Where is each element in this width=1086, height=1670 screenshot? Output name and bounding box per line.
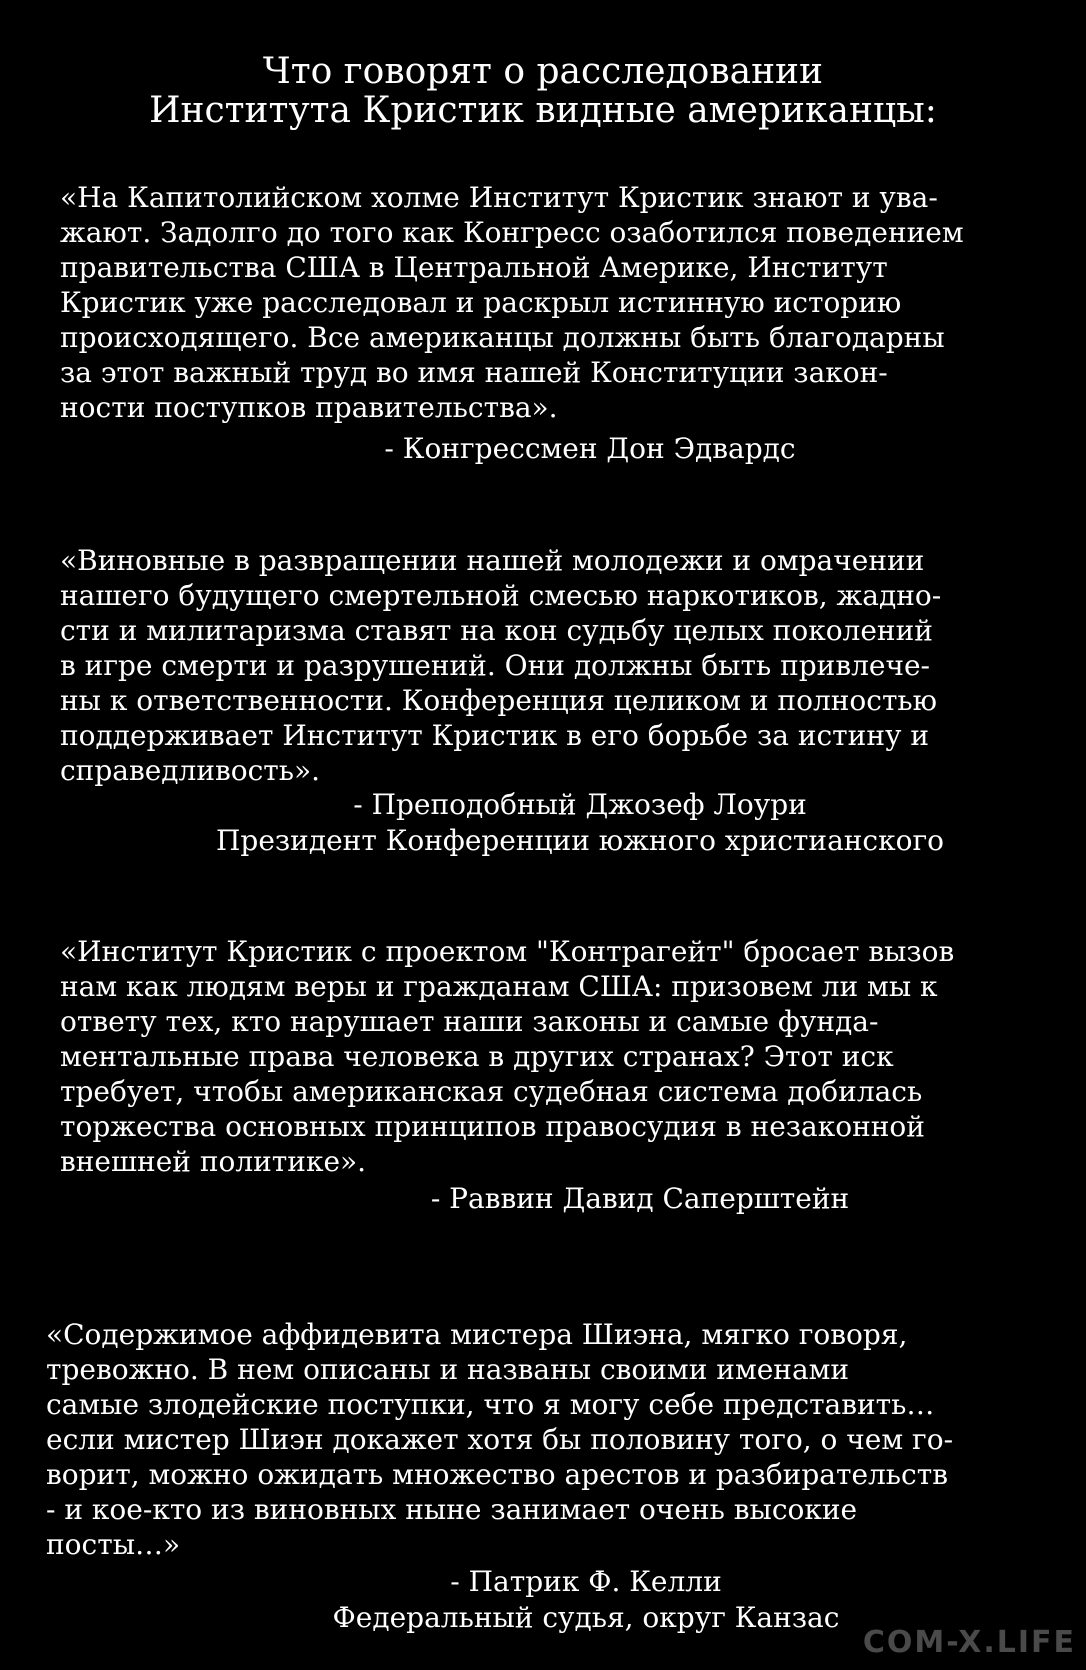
quote-block-1 bbox=[60, 180, 1060, 467]
quote-attribution: - Раввин Давид Саперштейн bbox=[430, 1182, 850, 1215]
quote-attribution: - Преподобный Джозеф Лоури Президент Конференции южного христианского bbox=[216, 788, 944, 857]
watermark-logo: COM-X.LIFE bbox=[862, 1625, 1076, 1660]
page-title: Что говорят о расследовании Института Кристик видные американцы: bbox=[149, 51, 937, 131]
quote-text: «На Капитолийском холме Институт Кристик знают и ува- жают. Задолго до того как Конгресс озаботился поведением правительства США в Центральной Америке, Институт Кристик уже расследовал и раскрыл истинную историю происходящего. Все американцы должны быть благодарны за этот важный труд во имя нашей Конституции закон- ности поступков правительства». bbox=[60, 181, 964, 424]
quote-block-4 bbox=[46, 1317, 1046, 1636]
quote-text: «Институт Кристик с проектом "Контрагейт" бросает вызов нам как людям веры и гражданам США: призовем ли мы к ответу тех, кто нарушает наши законы и самые фунда- ментальные права человека в других странах? Этот иск требует, чтобы американская судебная система добилась торжества основных принципов правосудия в незаконной внешней политике». bbox=[60, 935, 955, 1178]
quote-text: «Содержимое аффидевита мистера Шиэна, мягко говоря, тревожно. В нем описаны и названы своими именами самые злодейские поступки, что я могу себе представить… если мистер Шиэн докажет хотя бы половину того, о чем го- ворит, можно ожидать множество арестов и разбирательств - и кое-кто из виновных ныне занимает очень высокие посты…» bbox=[46, 1318, 954, 1561]
quote-text: «Виновные в развращении нашей молодежи и омрачении нашего будущего смертельной смесью наркотиков, жадно- сти и милитаризма ставят на кон судьбу целых поколений в игре смерти и разрушений. Они должны быть привлече- ны к ответственности. Конференция целиком и полностью поддерживает Институт Кристик в его борьбе за истину и справедливость». bbox=[60, 544, 942, 787]
quote-block-2 bbox=[60, 543, 1060, 859]
quote-attribution: - Патрик Ф. Келли Федеральный судья, округ Канзас bbox=[332, 1565, 840, 1634]
quote-block-3 bbox=[60, 934, 1060, 1217]
quote-attribution: - Конгрессмен Дон Эдвардс bbox=[384, 432, 796, 465]
